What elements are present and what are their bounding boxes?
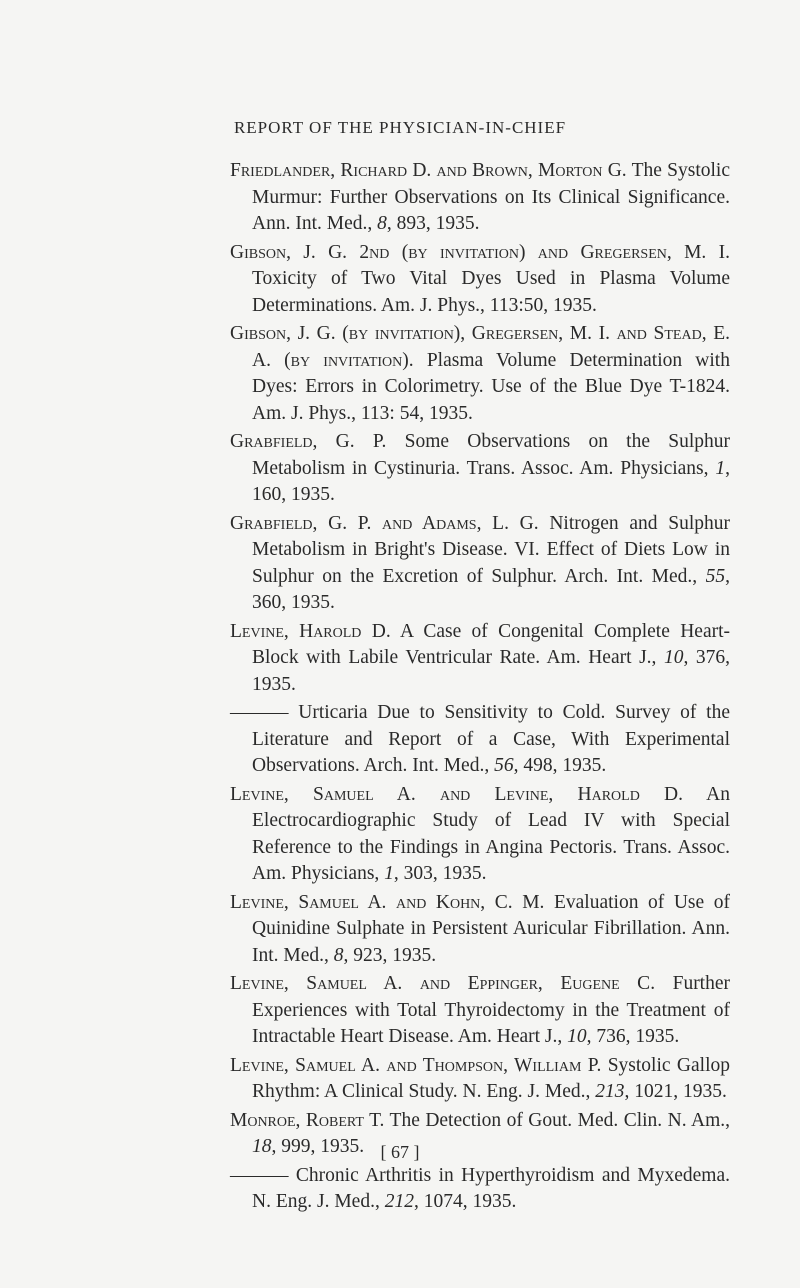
entry-text: Some Observations on the Sulphur Metabolism in Cystinuria. Trans. Assoc. Am. Physicians, [252,431,730,479]
entry-text: Systolic Gallop Rhythm: A Clinical Study. N. Eng. J. Med., [252,1054,730,1102]
entry-author: Monroe, Robert T. [230,1109,385,1131]
entry-author: Gibson, J. G. 2nd (by invitation) and Gregersen, M. I. [230,241,730,263]
reference-list [230,158,730,1218]
entry-volume: 10 [663,647,684,668]
entry-tail: , 1021, 1935. [624,1081,727,1102]
entry-volume: 212 [384,1191,414,1212]
entry-text: A Case of Congenital Complete Heart-Block with Labile Ventricular Rate. Am. Heart J., [252,620,730,668]
entry-volume: 213 [595,1081,625,1102]
entry-author: Grabfield, G. P. and Adams, L. G. [230,512,539,534]
entry-volume: 10 [567,1026,587,1047]
entry-tail: , 303, 1935. [393,863,487,884]
entry-author: Friedlander, Richard D. and Brown, Morton G. [230,160,627,181]
entry-tail: , 893, 1935. [386,213,480,234]
entry-tail: , 736, 1935. [586,1026,680,1047]
entry-volume: 1 [384,863,394,884]
entry-tail: , 160, 1935. [252,457,730,505]
reference-entry [230,619,730,699]
entry-volume: 8 [333,944,344,966]
entry-tail: , 498, 1935. [513,755,607,776]
entry-tail: , 360, 1935. [252,565,730,613]
reference-entry [230,240,730,320]
reference-entry [230,511,730,617]
entry-author: Grabfield, G. P. [230,431,387,452]
entry-text: Evaluation of Use of Quinidine Sulphate in Persistent Auricular Fibrillation. Ann. Int. Med., [252,891,730,966]
reference-entry [230,1053,730,1106]
entry-text: Chronic Arthritis in Hyperthyroidism and Myxedema. N. Eng. J. Med., [252,1164,730,1212]
reference-entry [230,1163,730,1216]
entry-author: Gibson, J. G. (by invitation), Gregersen, M. I. and Stead, E. A. (by invitation). [230,323,730,371]
entry-tail: , 923, 1935. [343,944,437,966]
entry-author: Levine, Samuel A. and Eppinger, Eugene C. [230,973,656,994]
entry-text: Further Experiences with Total Thyroidectomy in the Treatment of Intractable Heart Disease. Am. Heart J., [252,973,731,1047]
entry-text: The Systolic Murmur: Further Observations on Its Clinical Significance. Ann. Int. Med., [252,160,730,234]
entry-text: The Detection of Gout. Med. Clin. N. Am., [384,1109,730,1131]
entry-tail: , 376, 1935. [252,647,730,695]
entry-author: ——— [230,1164,289,1186]
reference-entry [230,429,730,509]
reference-entry [230,700,730,780]
entry-volume: 8 [377,213,387,234]
entry-volume: 1 [715,457,726,479]
entry-text: Nitrogen and Sulphur Metabolism in Bright's Disease. VI. Effect of Diets Low in Sulphur on the Excretion of Sulphur. Arch. Int. Med., [252,512,730,587]
entry-text: Urticaria Due to Sensitivity to Cold. Survey of the Literature and Report of a Case, With Experimental Observations. Arch. Int. Med., [252,702,730,776]
entry-author: ——— [230,702,289,723]
entry-text: An Electrocardiographic Study of Lead IV with Special Reference to the Findings in Angina Pectoris. Trans. Assoc. Am. Physicians, [252,783,730,884]
entry-tail: , 1074, 1935. [413,1191,517,1212]
entry-author: Levine, Samuel A. and Thompson, William P. [230,1054,602,1076]
entry-author: Levine, Samuel A. and Levine, Harold D. [230,783,684,805]
reference-entry [230,971,730,1051]
entry-tail: , 999, 1935. [271,1136,365,1157]
entry-volume: 56 [494,755,514,776]
entry-volume: 55 [705,565,726,587]
page-number: [ 67 ] [380,1142,420,1162]
reference-entry [230,782,730,888]
entry-author: Levine, Samuel A. and Kohn, C. M. [230,891,545,913]
running-head: REPORT OF THE PHYSICIAN-IN-CHIEF [233,118,567,137]
reference-entry [230,321,730,427]
entry-volume: 18 [252,1136,272,1157]
entry-text: Toxicity of Two Vital Dyes Used in Plasma Volume Determinations. Am. J. Phys., 113:50, 1935. [252,268,730,316]
reference-entry [230,158,730,238]
entry-text: Plasma Volume Determination with Dyes: Errors in Colorimetry. Use of the Blue Dye T-1824. Am. J. Phys., 113: 54, 1935. [252,349,730,424]
entry-author: Levine, Harold D. [230,620,391,642]
reference-entry [230,890,730,970]
